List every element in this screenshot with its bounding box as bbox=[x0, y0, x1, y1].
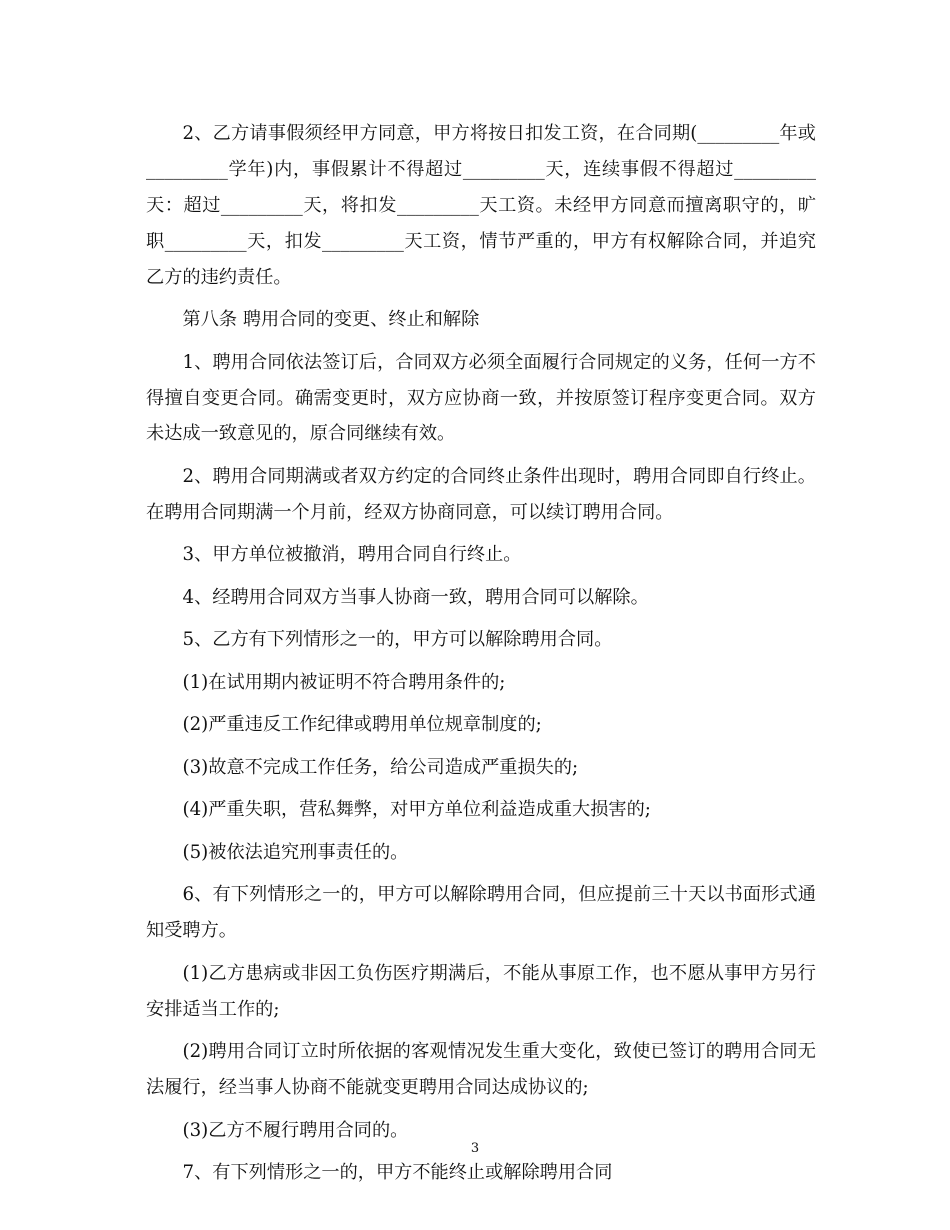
list-item: (3)故意不完成工作任务，给公司造成严重损失的; bbox=[182, 756, 579, 778]
list-item: (3)乙方不履行聘用合同的。 bbox=[182, 1119, 409, 1141]
paragraph-contract-expiry: 2、聘用合同期满或者双方约定的合同终止条件出现时，聘用合同即自行终止。在聘用合同期满一个月前，经双方协商同意，可以续订聘用合同。 bbox=[146, 465, 816, 523]
paragraph-mutual-termination: 4、经聘用合同双方当事人协商一致，聘用合同可以解除。 bbox=[182, 586, 649, 608]
list-item: (2)严重违反工作纪律或聘用单位规章制度的; bbox=[182, 714, 542, 736]
paragraph-change-contract: 1、聘用合同依法签订后，合同双方必须全面履行合同规定的义务，任何一方不得擅自变更合同。确需变更时，双方应协商一致，并按原签订程序变更合同。双方未达成一致意见的，原合同继续有效。 bbox=[146, 351, 816, 445]
section-heading-article-8: 第八条 聘用合同的变更、终止和解除 bbox=[182, 309, 480, 331]
list-item: (1)乙方患病或非因工负伤医疗期满后，不能从事原工作，也不愿从事甲方另行安排适当工作的; bbox=[146, 962, 816, 1020]
paragraph-notice-termination: 6、有下列情形之一的，甲方可以解除聘用合同，但应提前三十天以书面形式通知受聘方。 bbox=[146, 884, 816, 942]
list-item: (5)被依法追究刑事责任的。 bbox=[182, 841, 409, 863]
page-number: 3 bbox=[470, 1141, 480, 1156]
list-item: (1)在试用期内被证明不符合聘用条件的; bbox=[182, 671, 506, 693]
list-item: (2)聘用合同订立时所依据的客观情况发生重大变化，致使已签订的聘用合同无法履行，经当事人协商不能就变更聘用合同达成协议的; bbox=[146, 1041, 816, 1099]
paragraph-prohibited-termination: 7、有下列情形之一的，甲方不能终止或解除聘用合同 bbox=[182, 1162, 613, 1184]
list-item: (4)严重失职，营私舞弊，对甲方单位利益造成重大损害的; bbox=[182, 799, 651, 821]
paragraph-leave-deduction: 2、乙方请事假须经甲方同意，甲方将按日扣发工资，在合同期(_________年或_________学年)内，事假累计不得超过_________天，连续事假不得超过_________天：超过_________天，将扣发_________天工资。未经甲方同意而擅离职守的，旷职_________天，扣发_________天工资，情节严重的，甲方有权解除合同，并追究乙方的违约责任。 bbox=[146, 123, 816, 288]
document-body bbox=[146, 116, 816, 1198]
paragraph-unit-revoked: 3、甲方单位被撤消，聘用合同自行终止。 bbox=[182, 544, 522, 566]
paragraph-dismissal-conditions: 5、乙方有下列情形之一的，甲方可以解除聘用合同。 bbox=[182, 629, 613, 651]
